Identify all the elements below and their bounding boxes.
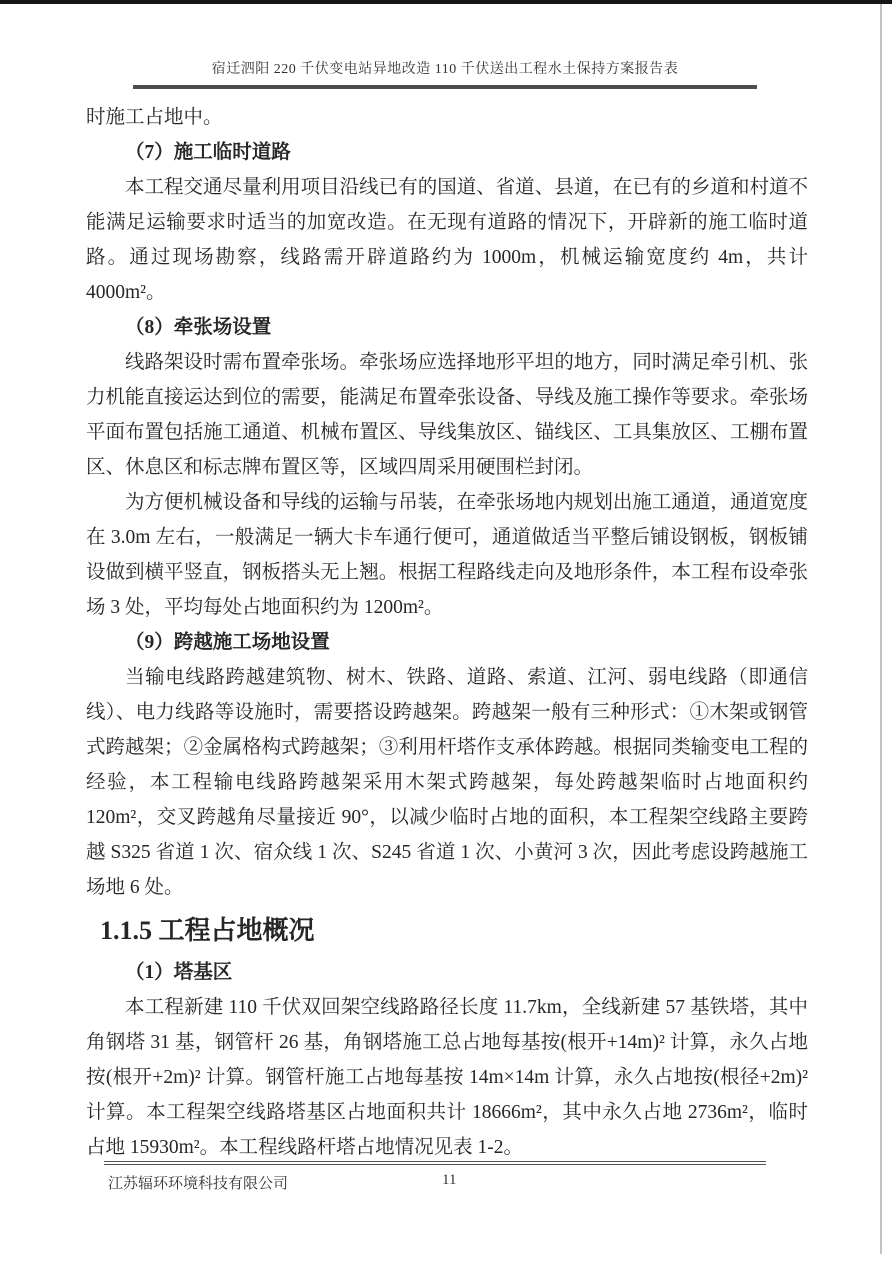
heading-7-temporary-construction-roads: （7）施工临时道路 [125,142,291,163]
paragraph-tower-base-area: 本工程新建 110 千伏双回架空线路路径长度 11.7km，全线新建 57 基铁塔，其中角钢塔 31 基，钢管杆 26 基，角钢塔施工总占地每基按(根开+14m)² 计算，永久占地按(根开+2m)² 计算。钢管杆施工占地每基按 14m×14m 计算，永久占地按(根径+2m)² 计算。本工程架空线路塔基区占地面积共计 18666m²，其中永久占地 2736m²，临时占地 15930m²。本工程线路杆塔占地情况见表 1-2。 [86,997,808,1158]
paragraph-tension-yard-layout: 线路架设时需布置牵张场。牵张场应选择地形平坦的地方，同时满足牵引机、张力机能直接运达到位的需要，能满足布置牵张设备、导线及施工操作等要求。牵张场平面布置包括施工通道、机械布置区、导线集放区、锚线区、工具集放区、工棚布置区、休息区和标志牌布置区等，区域四周采用硬围栏封闭。 [86,352,808,478]
page-footer [104,1161,766,1192]
paragraph-temporary-roads: 本工程交通尽量利用项目沿线已有的国道、省道、县道，在已有的乡道和村道不能满足运输要求时适当的加宽改造。在无现有道路的情况下，开辟新的施工临时道路。通过现场勘察，线路需开辟道路约为 1000m，机械运输宽度约 4m，共计 4000m²。 [86,177,808,303]
paragraph-crossing-sites: 当输电线路跨越建筑物、树木、铁路、道路、索道、江河、弱电线路（即通信线）、电力线路等设施时，需要搭设跨越架。跨越架一般有三种形式：①木架或钢管式跨越架；②金属格构式跨越架；③利用杆塔作支承体跨越。根据同类输变电工程的经验，本工程输电线路跨越架采用木架式跨越架，每处跨越架临时占地面积约 120m²，交叉跨越角尽量接近 90°，以减少临时占地的面积，本工程架空线路主要跨越 S325 省道 1 次、宿众线 1 次、S245 省道 1 次、小黄河 3 次，因此考虑设跨越施工场地 6 处。 [86,667,808,898]
page-right-edge-line [880,4,882,1254]
footer-company-name: 江苏辐环环境科技有限公司 [108,1176,289,1192]
heading-1-tower-base-area: （1）塔基区 [125,962,233,983]
heading-8-tension-yard-setup: （8）牵张场设置 [125,317,272,338]
section-heading-1-1-5-land-occupation: 1.1.5 工程占地概况 [100,916,315,945]
page-number: 11 [442,1172,457,1188]
header-title: 宿迁泗阳 220 千伏变电站异地改造 110 千伏送出工程水土保持方案报告表 [211,62,679,77]
footer-row [104,1165,766,1192]
document-body [86,100,808,1165]
heading-9-crossing-site-setup: （9）跨越施工场地设置 [125,632,330,653]
page-top-edge-line [0,0,892,4]
page-header [133,58,757,89]
paragraph-continuation: 时施工占地中。 [86,107,223,128]
paragraph-tension-yard-access: 为方便机械设备和导线的运输与吊装，在牵张场地内规划出施工通道，通道宽度在 3.0m 左右，一般满足一辆大卡车通行便可，通道做适当平整后铺设钢板，钢板铺设做到横平竖直，钢板搭头无上翘。根据工程路线走向及地形条件，本工程布设牵张场 3 处，平均每处占地面积约为 1200m²。 [86,492,808,618]
header-rule [133,85,757,89]
